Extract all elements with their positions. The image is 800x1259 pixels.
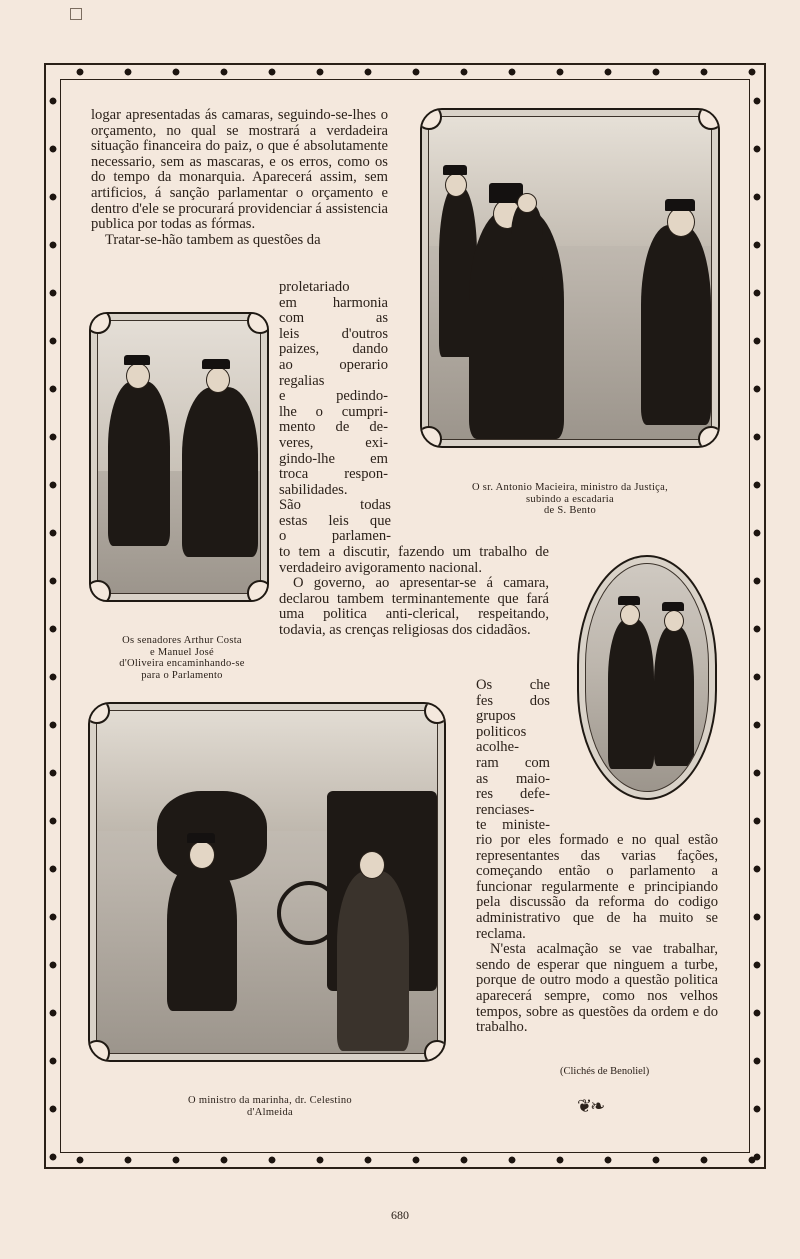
- narrow-text-line: gindo-lhe em: [279, 450, 388, 467]
- caption-antonio-macieira: [420, 482, 720, 517]
- narrow-text-line: lhe o cumpri-: [279, 403, 388, 420]
- sao-todas-line: estas leis que: [279, 512, 391, 529]
- caption-line: O sr. Antonio Macieira, ministro da Justiça,: [471, 482, 669, 493]
- caption-line: d'Oliveira encaminhando-se: [119, 658, 245, 669]
- chefes-text-line: fes dos: [476, 692, 550, 709]
- narrow-text-line: sabilidades.: [279, 481, 348, 498]
- article-paragraph-chefes: [476, 833, 718, 1036]
- paragraph-ministerio: rio por eles formado e no qual estão representantes das varias fações, começando então o parlamento a funcionar regularmente e principiando pela discussão da reforma do codigo administrativo que de ha muito se reclama.: [476, 832, 718, 942]
- caption-line: de S. Bento: [543, 505, 596, 516]
- paragraph-orcamento: logar apresentadas ás camaras, seguindo-se-lhes o orçamento, no qual se mostrará a verdadeira situação financeira do paiz, o que é absolutamente necessario, sem as mascaras, e os erros, como os do tempo da monarquia. Aparecerá assim, sem artificios, á sanção parlamentar o orçamento e dentro d'ele se procurará providenciar á assistencia publica por todas as fórmas.: [91, 107, 388, 233]
- chefes-text-line: ram com: [476, 754, 550, 771]
- caption-line: subindo a escadaria: [526, 493, 614, 505]
- narrow-text-line: paizes, dando: [279, 341, 388, 358]
- sao-todas-lines: [279, 498, 391, 545]
- sao-todas-line: São todas: [279, 497, 391, 513]
- photo-scene-carriage: [96, 710, 438, 1054]
- caption-line: Os senadores Arthur Costa: [122, 635, 242, 646]
- photo-scene-senadores: [97, 320, 261, 594]
- paragraph-acalmacao: N'esta acalmação se vae trabalhar, sendo de esperar que ninguem a turbe, porque de outro modo a questão politica aparecerá sempre, como nos velhos tempos, sobre as questões da ordem e do trabalho.: [476, 941, 718, 1036]
- narrow-text-line: regalias: [279, 372, 325, 389]
- narrow-text-line: leis d'outros: [279, 325, 388, 342]
- border-dots-left: [48, 65, 58, 1167]
- narrow-column: [279, 280, 388, 498]
- page-number: 680: [391, 1208, 409, 1222]
- narrow-text-line: mento de de-: [279, 419, 388, 436]
- photo-scene-street: [428, 116, 712, 440]
- chefes-text-line: te ministe-: [476, 817, 550, 834]
- chefes-text-line: grupos: [476, 708, 516, 725]
- chefes-narrow-column: [476, 678, 550, 834]
- article-paragraph-1: [91, 108, 388, 248]
- paragraph-avigoramento: to tem a discutir, fazendo um trabalho de verdadeiro avigoramento nacional.: [279, 544, 549, 576]
- narrow-text-line: em harmonia: [279, 294, 388, 311]
- photo-ministro-marinha: [88, 702, 446, 1062]
- caption-line: O ministro da marinha, dr. Celestino: [188, 1095, 352, 1106]
- narrow-text-line: proletariado: [279, 279, 350, 295]
- caption-line: d'Almeida: [247, 1106, 293, 1118]
- caption-ministro-marinha: [140, 1095, 400, 1118]
- paragraph-governo: O governo, ao apresentar-se á camara, declarou tambem terminantemente que fará uma politica anti-clerical, respeitando, todavia, as crenças religiosas dos cidadãos.: [279, 575, 549, 638]
- border-dots-bottom: [46, 1155, 764, 1165]
- chefes-text-line: acolhe-: [476, 739, 519, 756]
- narrow-text-line: e pedindo-: [279, 388, 388, 405]
- border-dots-right: [752, 65, 762, 1167]
- caption-senadores: [92, 635, 272, 681]
- corner-mark: [70, 8, 82, 20]
- chefes-text-line: politicos: [476, 723, 527, 740]
- photo-antonio-macieira: [420, 108, 720, 448]
- chefes-text-line: Os che: [476, 677, 550, 693]
- paragraph-questoes-start: Tratar-se-hão tambem as questões da: [105, 231, 321, 248]
- narrow-text-line: com as: [279, 310, 388, 327]
- narrow-text-line: ao operario: [279, 356, 388, 373]
- chefes-text-line: res defe-: [476, 786, 550, 803]
- border-dots-top: [46, 67, 764, 77]
- caption-line: para o Parlamento: [141, 669, 223, 681]
- photo-scene-oval: [585, 563, 709, 792]
- narrow-text-line: veres, exi-: [279, 434, 388, 451]
- photo-senadores: [89, 312, 269, 602]
- narrow-text-line: troca respon-: [279, 466, 388, 483]
- fleuron-ornament-icon: ❦❧: [577, 1096, 604, 1116]
- chefes-text-line: as maio-: [476, 770, 550, 787]
- photo-oval-two-men: [577, 555, 717, 800]
- sao-todas-line: o parlamen-: [279, 528, 391, 545]
- photo-credit: (Clichés de Benoliel): [560, 1066, 650, 1077]
- article-paragraph-nacional: [279, 545, 549, 639]
- chefes-text-line: renciases-: [476, 801, 535, 818]
- caption-line: e Manuel José: [150, 646, 214, 658]
